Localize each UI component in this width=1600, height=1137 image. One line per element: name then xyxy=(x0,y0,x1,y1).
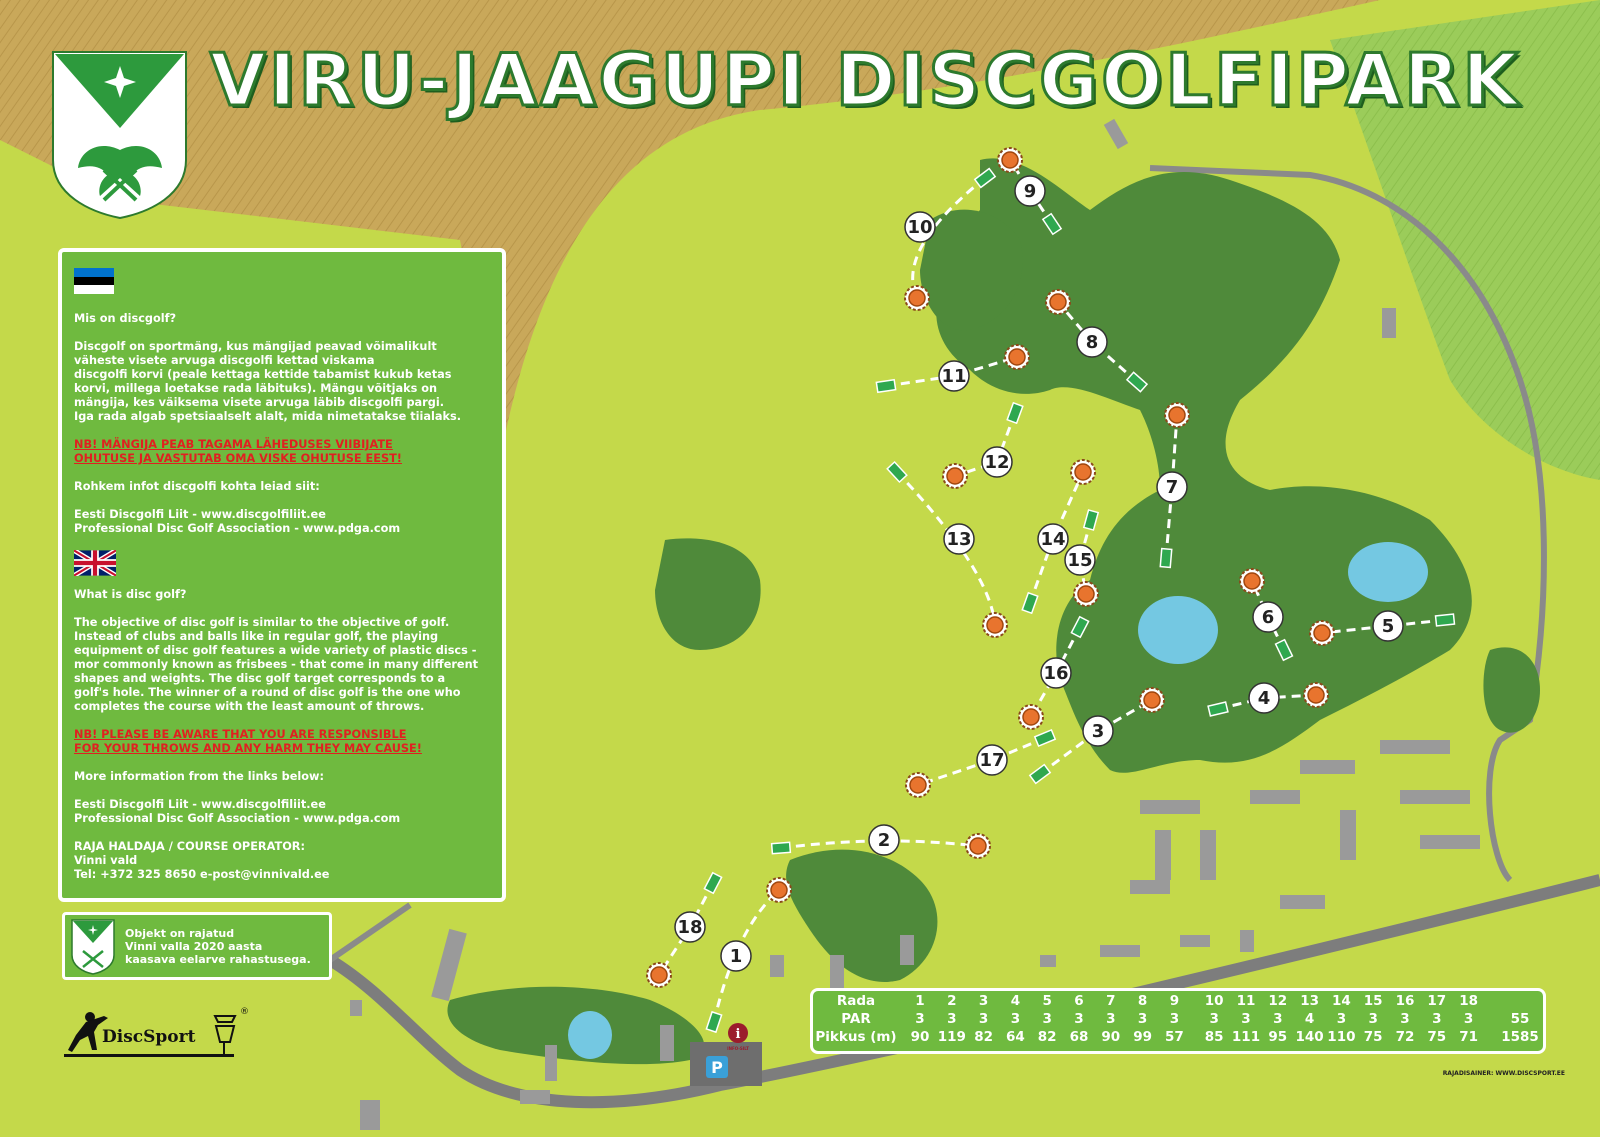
info-panel xyxy=(58,248,506,902)
scorecard-row-length xyxy=(813,1029,1543,1047)
en-warning: NB! PLEASE BE AWARE THAT YOU ARE RESPONSIBLE FOR YOUR THROWS AND ANY HARM THEY MAY CAUSE! xyxy=(74,728,422,755)
hole-number-1: 1 xyxy=(729,946,743,967)
scorecard-par-cell: 3 xyxy=(1010,1011,1021,1027)
scorecard-holes-cell: 18 xyxy=(1459,993,1478,1009)
scorecard-holes-cell: 10 xyxy=(1204,993,1224,1009)
en-links-heading: More information from the links below: xyxy=(74,770,325,783)
hole-number-16: 16 xyxy=(1043,663,1069,684)
par-total: 55 xyxy=(1510,1011,1530,1027)
building xyxy=(545,1045,557,1081)
scorecard-par-cell: 3 xyxy=(1209,1011,1219,1027)
scorecard-length-cell: 111 xyxy=(1231,1029,1261,1045)
building xyxy=(1280,895,1325,909)
scorecard-holes-cell: 11 xyxy=(1236,993,1256,1009)
scorecard-length-cell: 90 xyxy=(1101,1029,1121,1045)
building xyxy=(1100,945,1140,957)
hole-number-3: 3 xyxy=(1091,721,1105,742)
basket-5-icon xyxy=(1310,621,1334,645)
building xyxy=(1340,810,1356,860)
scorecard-par-cell: 3 xyxy=(1368,1011,1378,1027)
en-links: Eesti Discgolfi Liit - www.discgolfiliit.ee Professional Disc Golf Association - www.pdga.com xyxy=(74,798,401,825)
scorecard-holes-cell: 2 xyxy=(947,993,957,1009)
tee-pad-2 xyxy=(772,842,791,853)
scorecard-length-cell: 110 xyxy=(1327,1029,1356,1045)
coat-of-arms-icon xyxy=(53,52,186,218)
scorecard-row-hole xyxy=(813,993,1543,1011)
scorecard-par-cell: 3 xyxy=(1106,1011,1116,1027)
scorecard-holes-cell: 12 xyxy=(1268,993,1288,1009)
building xyxy=(660,1025,674,1061)
building xyxy=(1382,308,1396,338)
scorecard-par-cell: 3 xyxy=(1169,1011,1180,1027)
length-total: 1585 xyxy=(1501,1029,1539,1045)
hole-number-2: 2 xyxy=(877,830,891,851)
basket-12-icon xyxy=(943,464,967,488)
scorecard-length-cell: 68 xyxy=(1069,1029,1089,1045)
hole-number-8: 8 xyxy=(1085,332,1099,353)
parking-label: P xyxy=(711,1058,723,1077)
scorecard-holes-cell: 8 xyxy=(1137,993,1148,1009)
hole-number-10: 10 xyxy=(907,217,933,238)
row-label-par: PAR xyxy=(841,1011,871,1027)
scorecard-holes-cell: 7 xyxy=(1106,993,1116,1009)
building xyxy=(360,1100,380,1130)
scorecard-par-cell: 3 xyxy=(1042,1011,1052,1027)
building xyxy=(1180,935,1210,947)
scorecard-par-cell: 3 xyxy=(915,1011,925,1027)
pond-east xyxy=(1348,542,1428,602)
scorecard-length-cell: 99 xyxy=(1133,1029,1152,1045)
basket-17-icon xyxy=(906,773,930,797)
hole-number-17: 17 xyxy=(979,750,1005,771)
course-operator: RAJA HALDAJA / COURSE OPERATOR: Vinni vald Tel: +372 325 8650 e-post@vinnivald.ee xyxy=(74,840,330,881)
building xyxy=(1240,930,1254,952)
scorecard-holes-cell: 15 xyxy=(1363,993,1383,1009)
scorecard-holes-cell: 4 xyxy=(1010,993,1021,1009)
funding-note-box xyxy=(62,912,332,980)
scorecard-row-par xyxy=(813,1011,1543,1029)
building xyxy=(1140,800,1200,814)
hole-number-12: 12 xyxy=(984,452,1010,473)
scorecard-holes-cell: 1 xyxy=(915,993,925,1009)
scorecard-length-cell: 64 xyxy=(1005,1029,1025,1045)
scorecard-length-cell: 71 xyxy=(1459,1029,1478,1045)
hole-number-13: 13 xyxy=(946,529,972,550)
scorecard-holes-cell: 17 xyxy=(1427,993,1447,1009)
et-heading: Mis on discgolf? xyxy=(74,312,177,325)
row-label-length: Pikkus (m) xyxy=(815,1029,897,1045)
et-warning: NB! MÄNGIJA PEAB TAGAMA LÄHEDUSES VIIBIJATE OHUTUSE JA VASTUTAB OMA VISKE OHUTUSE EEST! xyxy=(74,438,402,465)
basket-14-icon xyxy=(1071,460,1095,484)
basket-4-icon xyxy=(1304,683,1328,707)
basket-8-icon xyxy=(1046,290,1070,314)
scorecard-length-cell: 119 xyxy=(937,1029,966,1045)
scorecard-par-cell: 3 xyxy=(1432,1011,1442,1027)
scorecard-length-cell: 82 xyxy=(1037,1029,1057,1045)
map-title: VIRU-JAAGUPI DISCGOLFIPARK xyxy=(210,38,1522,122)
tee-pad-5 xyxy=(1436,614,1455,626)
scorecard-par-cell: 3 xyxy=(1137,1011,1148,1027)
hole-number-5: 5 xyxy=(1381,616,1395,637)
building xyxy=(1420,835,1480,849)
info-sign-label: i xyxy=(735,1027,741,1042)
scorecard-par-cell: 4 xyxy=(1304,1011,1315,1027)
hole-number-7: 7 xyxy=(1165,477,1179,498)
basket-7-icon xyxy=(1165,403,1189,427)
basket-16-icon xyxy=(1019,705,1043,729)
tee-pad-11 xyxy=(876,380,895,393)
scorecard-holes-cell: 5 xyxy=(1042,993,1052,1009)
basket-2-icon xyxy=(966,834,990,858)
row-label-rada: Rada xyxy=(836,993,876,1009)
scorecard-length-cell: 75 xyxy=(1427,1029,1447,1045)
scorecard-length-cell: 90 xyxy=(910,1029,930,1045)
scorecard-par-cell: 3 xyxy=(1463,1011,1474,1027)
coat-of-arms-small-icon xyxy=(71,919,115,975)
scorecard-length-cell: 95 xyxy=(1268,1029,1288,1045)
scorecard-length-cell: 72 xyxy=(1395,1029,1415,1045)
hole-number-6: 6 xyxy=(1261,607,1275,628)
et-links: Eesti Discgolfi Liit - www.discgolfiliit.ee Professional Disc Golf Association - www.pdga.com xyxy=(74,508,401,535)
scorecard-length-cell: 75 xyxy=(1363,1029,1383,1045)
scorecard-holes-cell: 6 xyxy=(1074,993,1084,1009)
scorecard-par-cell: 3 xyxy=(1273,1011,1283,1027)
basket-11-icon xyxy=(1005,345,1029,369)
building xyxy=(770,955,784,977)
uk-flag-icon xyxy=(74,550,116,576)
scorecard-length-cell: 140 xyxy=(1295,1029,1324,1045)
discsport-brand: DiscSport xyxy=(102,1027,196,1047)
pond-west xyxy=(1138,596,1218,664)
building xyxy=(900,935,914,965)
building xyxy=(1130,880,1170,894)
basket-15-icon xyxy=(1074,582,1098,606)
scorecard-length-cell: 82 xyxy=(974,1029,993,1045)
basket-3-icon xyxy=(1140,688,1164,712)
building xyxy=(1200,830,1216,880)
en-heading: What is disc golf? xyxy=(74,588,187,601)
funding-note: Objekt on rajatud Vinni valla 2020 aasta kaasava eelarve rahastusega. xyxy=(125,927,311,966)
et-body: Discgolf on sportmäng, kus mängijad peavad võimalikult väheste visete arvuga discgolfi kettad viskama discgolfi korvi (peale kettaga kettide tabamist kukub ketas korvi, millega loetakse rada läbituks). Mängu võitjaks on mängija, kes väiksema visete arvuga läbib discgolfi pargi. Iga rada algab spetsiaalselt alalt, mida nimetatakse tiialaks. xyxy=(74,340,462,423)
designer-credit: RAJADISAINER: WWW.DISCSPORT.EE xyxy=(1442,1070,1565,1077)
scorecard-holes-cell: 13 xyxy=(1300,993,1319,1009)
scorecard-par-cell: 3 xyxy=(1336,1011,1347,1027)
basket-6-icon xyxy=(1240,569,1264,593)
pond-south xyxy=(568,1011,612,1059)
building xyxy=(1155,830,1171,880)
building xyxy=(520,1090,550,1104)
hole-number-18: 18 xyxy=(677,917,703,938)
info-sign-caption: INFO-SILT xyxy=(727,1046,749,1051)
brand-mark: ® xyxy=(240,1007,249,1017)
building xyxy=(1400,790,1470,804)
scorecard-holes-cell: 3 xyxy=(978,993,989,1009)
scorecard-length-cell: 85 xyxy=(1204,1029,1224,1045)
hole-number-14: 14 xyxy=(1040,529,1066,550)
building xyxy=(350,1000,362,1016)
scorecard-holes-cell: 14 xyxy=(1331,993,1351,1009)
hole-number-15: 15 xyxy=(1067,550,1093,571)
scorecard-length-cell: 57 xyxy=(1164,1029,1184,1045)
scorecard-par-cell: 3 xyxy=(1400,1011,1410,1027)
scorecard-par-cell: 3 xyxy=(947,1011,957,1027)
scorecard-holes-cell: 16 xyxy=(1395,993,1415,1009)
basket-9-icon xyxy=(998,148,1022,172)
scorecard-par-cell: 3 xyxy=(978,1011,989,1027)
tee-pad-7 xyxy=(1160,549,1171,568)
building xyxy=(1040,955,1056,967)
basket-18-icon xyxy=(647,963,671,987)
basket-13-icon xyxy=(983,613,1007,637)
building xyxy=(1380,740,1450,754)
et-links-heading: Rohkem infot discgolfi kohta leiad siit: xyxy=(74,480,320,493)
scorecard-par-cell: 3 xyxy=(1074,1011,1084,1027)
scorecard-holes-cell: 9 xyxy=(1169,993,1180,1009)
scorecard-par-cell: 3 xyxy=(1241,1011,1251,1027)
hole-number-9: 9 xyxy=(1023,181,1037,202)
en-body: The objective of disc golf is similar to the objective of golf. Instead of clubs and balls like in regular golf, the playing equipment of disc golf features a wide variety of plastic discs - mor commonly known as frisbees - that come in many different shapes and weights. The disc golf target corresponds to a golf's hole. The winner of a round of disc golf is the one who completes the course with the least amount of throws. xyxy=(74,616,479,713)
basket-10-icon xyxy=(905,286,929,310)
hole-number-4: 4 xyxy=(1257,688,1271,709)
estonian-flag-icon xyxy=(74,268,114,294)
hole-number-11: 11 xyxy=(941,366,967,387)
building xyxy=(1250,790,1300,804)
scorecard-table xyxy=(810,988,1546,1054)
basket-1-icon xyxy=(767,878,791,902)
building xyxy=(1300,760,1355,774)
